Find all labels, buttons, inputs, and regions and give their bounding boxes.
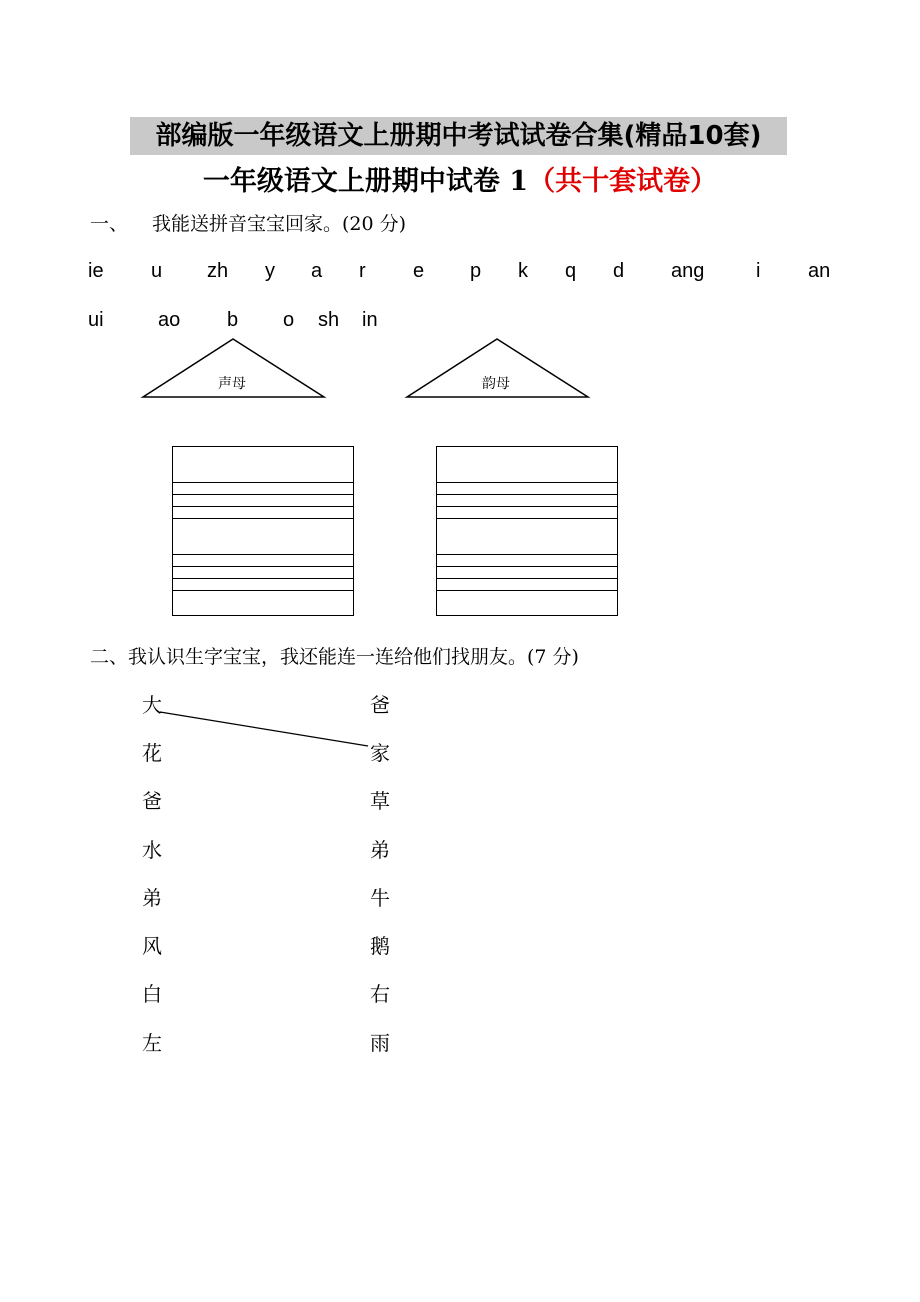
pinyin-item: ui: [88, 309, 104, 331]
pinyin-item: u: [151, 260, 163, 282]
right-character[interactable]: 右: [370, 982, 390, 1006]
pinyin-item: y: [265, 260, 275, 282]
pinyin-item: d: [613, 260, 625, 282]
pinyin-item: r: [359, 260, 366, 282]
right-character[interactable]: 家: [370, 741, 390, 765]
left-character[interactable]: 左: [142, 1031, 162, 1055]
pinyin-item: q: [565, 260, 577, 282]
pinyin-item: e: [413, 260, 425, 282]
q2-prompt: 二、我认识生字宝宝，我还能连一连给他们找朋友。(7 分): [90, 646, 579, 668]
right-character[interactable]: 爸: [370, 693, 390, 717]
pinyin-item: zh: [207, 260, 229, 282]
pinyin-item: ang: [671, 260, 705, 282]
q1-prompt: 我能送拼音宝宝回家。(20 分): [152, 213, 407, 235]
pinyin-item: k: [518, 260, 528, 282]
left-character[interactable]: 白: [142, 982, 162, 1006]
left-character[interactable]: 风: [142, 934, 162, 958]
pinyin-item: an: [808, 260, 831, 282]
right-character[interactable]: 草: [370, 789, 390, 813]
exam-title-note: （共十套试卷）: [528, 166, 718, 197]
main-title: 部编版一年级语文上册期中考试试卷合集(精品10套): [130, 117, 787, 155]
right-character[interactable]: 弟: [370, 838, 390, 862]
roof-label-finals: 韵母: [482, 376, 510, 392]
left-character[interactable]: 爸: [142, 789, 162, 813]
left-character[interactable]: 花: [142, 741, 162, 765]
pinyin-item: in: [362, 309, 378, 331]
roof-label-initials: 声母: [218, 376, 246, 392]
pinyin-item: b: [227, 309, 239, 331]
left-character[interactable]: 水: [142, 838, 162, 862]
pinyin-item: p: [470, 260, 482, 282]
left-character[interactable]: 大: [142, 693, 162, 717]
pinyin-item: sh: [318, 309, 340, 331]
pinyin-item: o: [283, 309, 295, 331]
right-character[interactable]: 鹅: [370, 934, 390, 958]
q1-number: 一、: [90, 213, 129, 235]
pinyin-item: i: [756, 260, 761, 282]
pinyin-item: ie: [88, 260, 104, 282]
left-character[interactable]: 弟: [142, 886, 162, 910]
exam-title-main: 一年级语文上册期中试卷 1: [202, 166, 529, 197]
pinyin-item: ao: [158, 309, 181, 331]
pinyin-item: a: [311, 260, 323, 282]
right-character[interactable]: 牛: [370, 886, 390, 910]
right-character[interactable]: 雨: [370, 1031, 390, 1055]
